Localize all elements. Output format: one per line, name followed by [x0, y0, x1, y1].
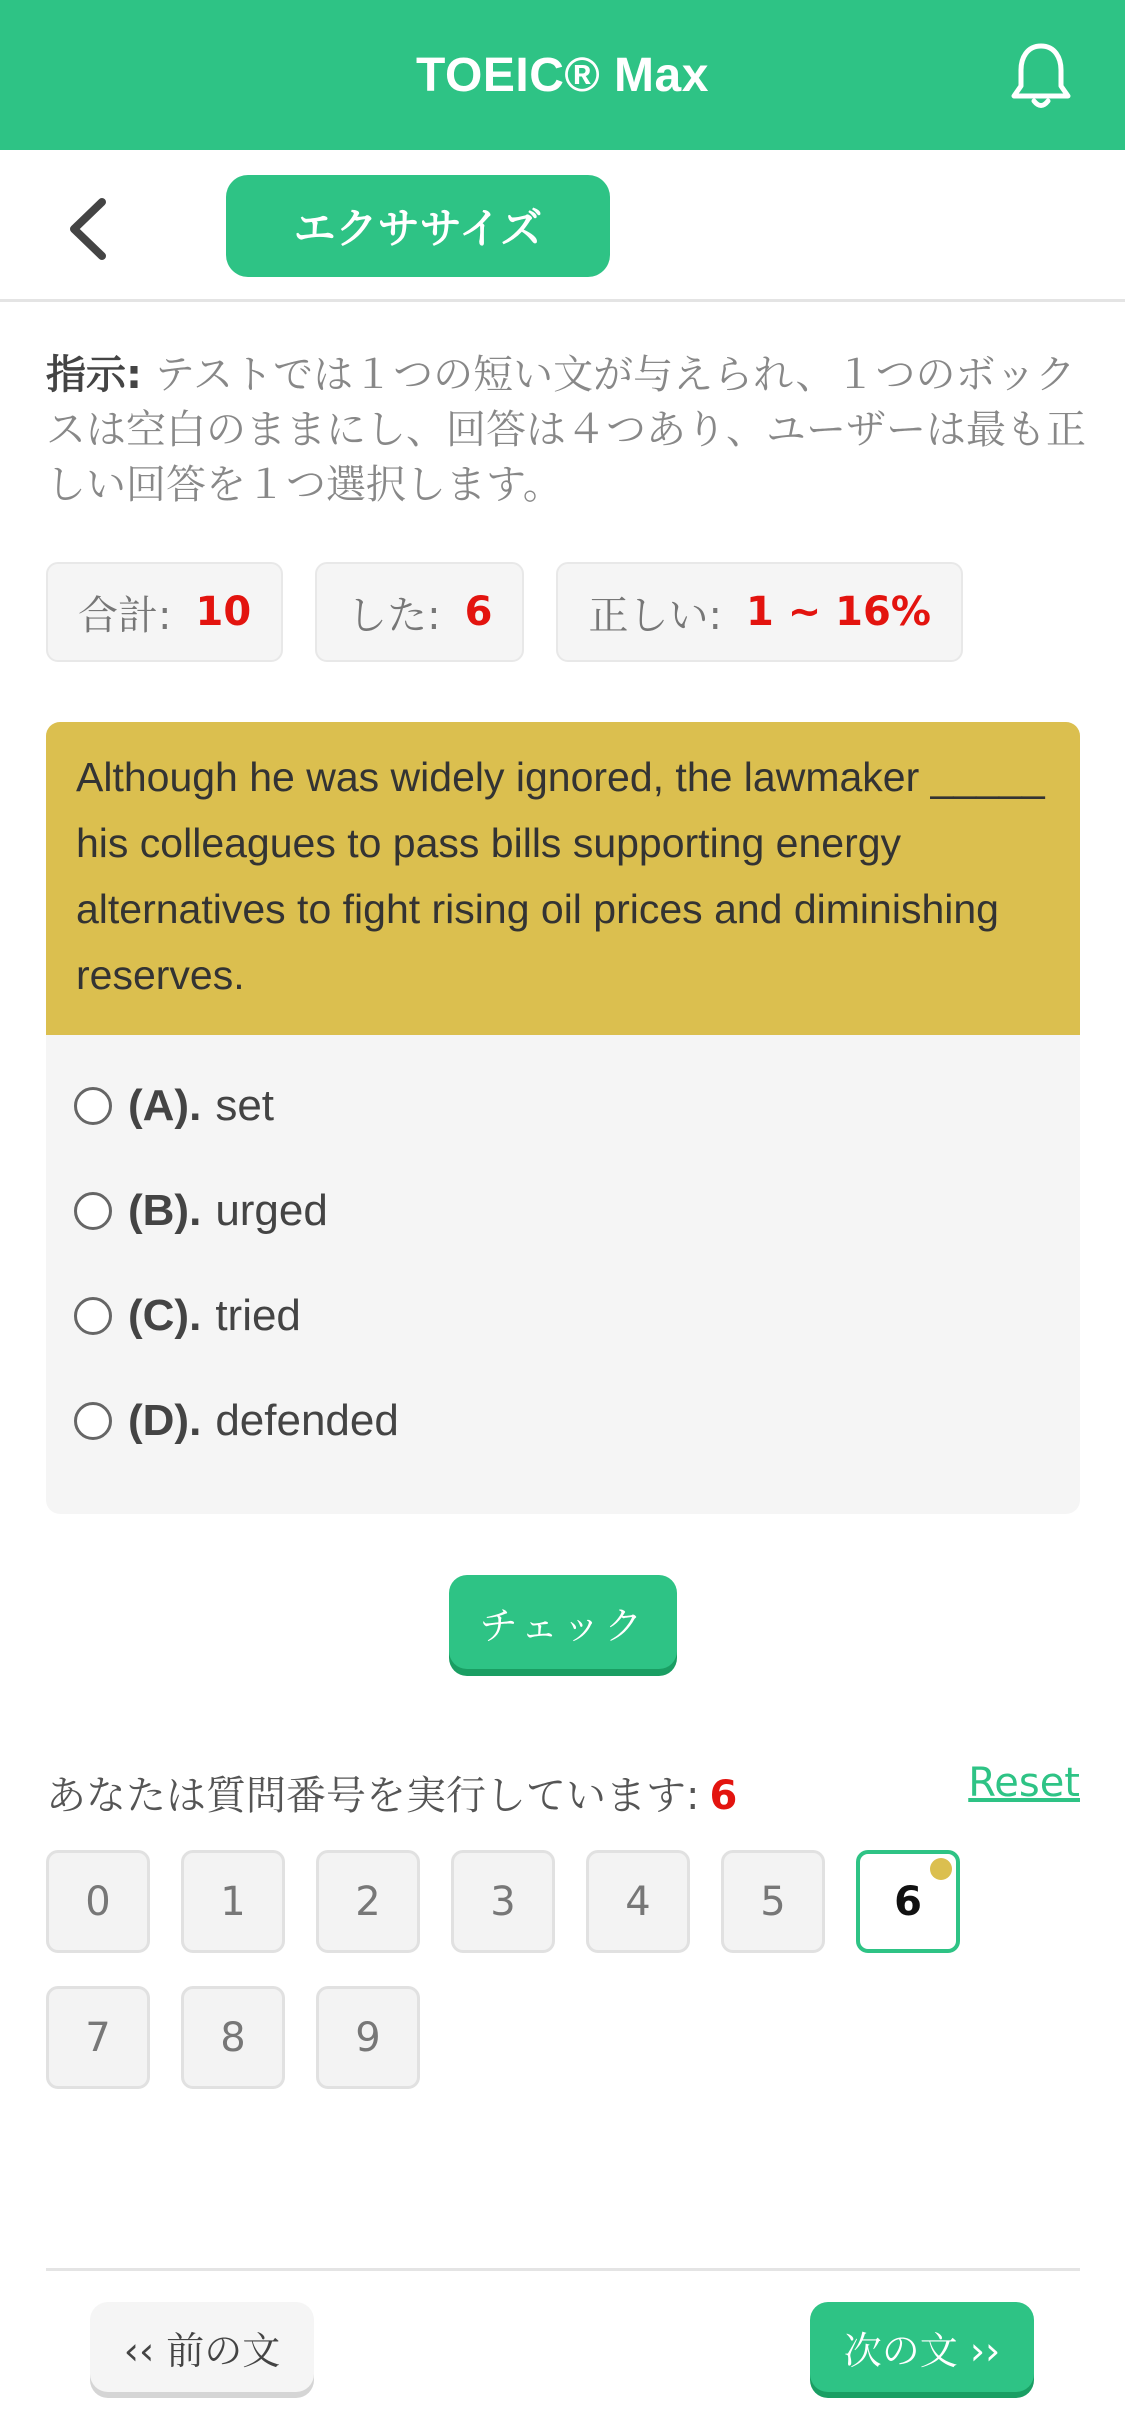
question-number-button[interactable]: 5	[721, 1850, 825, 1953]
check-button[interactable]: チェック	[449, 1575, 677, 1669]
radio-button-b[interactable]	[74, 1192, 112, 1230]
question-number-button[interactable]: 0	[46, 1850, 150, 1953]
question-card	[46, 722, 1080, 1514]
current-question-number: 6	[709, 1773, 738, 1819]
app-title: TOEIC® Max	[416, 48, 709, 102]
option-text: defended	[215, 1395, 399, 1445]
progress-label	[46, 1764, 737, 1821]
stat-done-label: した:	[347, 592, 441, 639]
app-header	[0, 0, 1125, 150]
stat-correct	[556, 562, 962, 662]
progress-label-text: あなたは質問番号を実行しています:	[46, 1773, 700, 1819]
option-b[interactable]	[46, 1158, 1080, 1263]
radio-button-c[interactable]	[74, 1297, 112, 1335]
stat-total	[46, 562, 283, 662]
bell-icon[interactable]	[1009, 40, 1073, 112]
question-number-label: 6	[894, 1878, 922, 1925]
stat-done	[315, 562, 524, 662]
option-text: tried	[215, 1290, 301, 1340]
stats-row	[46, 562, 963, 662]
option-c[interactable]	[46, 1263, 1080, 1368]
instructions-label: 指示:	[46, 352, 142, 398]
progress-row	[46, 1758, 1080, 1818]
exercise-tab-button[interactable]: エクササイズ	[226, 175, 610, 277]
option-letter: (A).	[128, 1080, 202, 1130]
radio-button-a[interactable]	[74, 1087, 112, 1125]
radio-button-d[interactable]	[74, 1402, 112, 1440]
question-number-button[interactable]: 8	[181, 1986, 285, 2089]
answer-options	[46, 1035, 1080, 1473]
option-text: urged	[215, 1185, 328, 1235]
instructions-text: テストでは１つの短い文が与えられ、１つのボックスは空白のままにし、回答は４つあり、ユーザーは最も正しい回答を１つ選択します。	[46, 352, 1086, 508]
option-a[interactable]	[46, 1053, 1080, 1158]
question-number-button[interactable]: 1	[181, 1850, 285, 1953]
question-number-button[interactable]: 7	[46, 1986, 150, 2089]
option-letter: (D).	[128, 1395, 202, 1445]
stat-correct-value: 1 ~ 16%	[745, 589, 931, 635]
chevron-left-icon[interactable]	[62, 194, 116, 264]
option-letter: (C).	[128, 1290, 202, 1340]
footer-divider	[46, 2268, 1080, 2271]
next-sentence-button[interactable]: 次の文 ››	[810, 2302, 1034, 2392]
instructions	[46, 348, 1086, 513]
previous-sentence-button[interactable]: ‹‹ 前の文	[90, 2302, 314, 2392]
stat-total-label: 合計:	[78, 592, 172, 639]
option-text: set	[215, 1080, 275, 1130]
option-letter: (B).	[128, 1185, 202, 1235]
question-number-button[interactable]: 4	[586, 1850, 690, 1953]
question-number-grid	[46, 1850, 1046, 2089]
stat-correct-label: 正しい:	[588, 592, 722, 639]
question-number-button[interactable]: 9	[316, 1986, 420, 2089]
sub-navigation-bar	[0, 150, 1125, 302]
reset-link[interactable]: Reset	[968, 1760, 1080, 1806]
question-text: Although he was widely ignored, the lawmaker _____ his colleagues to pass bills supporting energy alternatives to fight rising oil prices and diminishing reserves.	[46, 722, 1080, 1035]
stat-done-value: 6	[464, 589, 493, 635]
question-number-button-current[interactable]	[856, 1850, 960, 1953]
question-number-button[interactable]: 2	[316, 1850, 420, 1953]
current-indicator-dot	[930, 1858, 952, 1880]
question-number-button[interactable]: 3	[451, 1850, 555, 1953]
option-d[interactable]	[46, 1368, 1080, 1473]
stat-total-value: 10	[195, 589, 252, 635]
